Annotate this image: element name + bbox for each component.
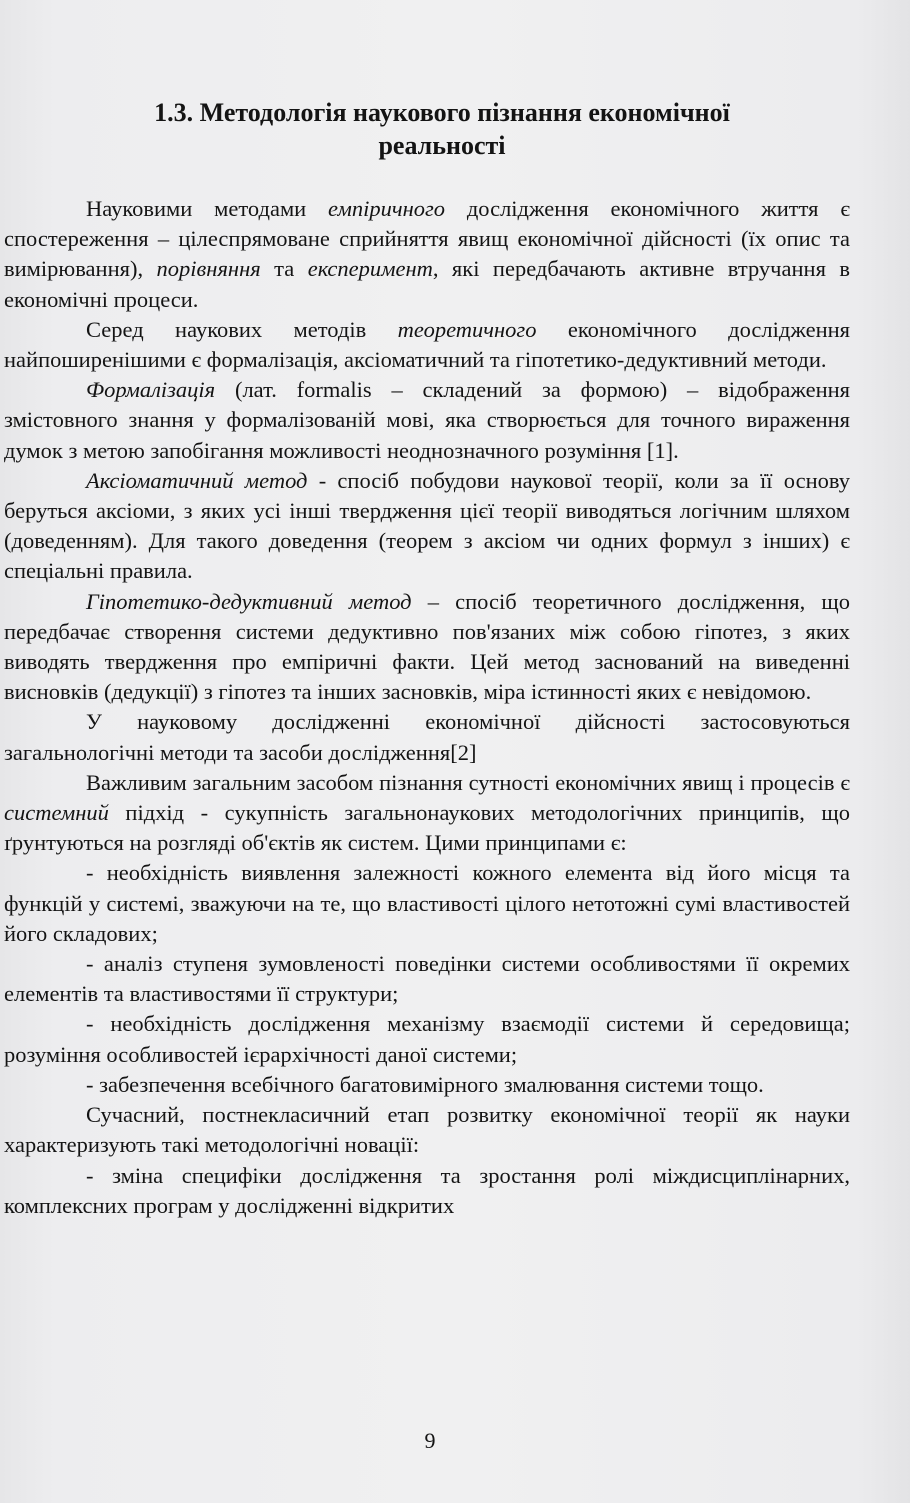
paragraph: [4, 466, 850, 587]
text-run: - аналіз ступеня зумовленості поведінки системи особливостями її окремих елементів та властивостями її структури;: [4, 951, 850, 1007]
paragraph: [4, 194, 850, 315]
page-number: 9: [424, 1428, 436, 1453]
italic-term: емпіричного: [328, 196, 446, 221]
italic-term: Аксіоматичний метод: [86, 467, 308, 493]
text-run: У науковому дослідженні економічної дійсності застосовуються загальнологічні методи та засоби дослідження[2]: [4, 709, 850, 765]
paragraph: [4, 1009, 850, 1069]
paragraph: [4, 1161, 850, 1221]
paragraph: [4, 587, 850, 708]
text-run: та: [260, 256, 308, 282]
text-run: - необхідність дослідження механізму взаємодії системи й середовища; розуміння особливостей ієрархічності даної системи;: [4, 1011, 850, 1067]
text-run: - забезпечення всебічного багатовимірного змалювання системи тощо.: [86, 1071, 764, 1097]
text-run: , які передбачають активне втручання в економічні процеси.: [4, 256, 850, 312]
paragraph: [4, 375, 850, 466]
text-run: дослідження економічного життя є спостереження – цілеспрямоване сприйняття явищ економічної дійсності (їх опис та вимірювання),: [4, 196, 850, 282]
section-heading: [4, 96, 850, 162]
section-heading-line-1: 1.3. Методологія наукового пізнання економічної: [154, 98, 730, 127]
italic-term: Формалізація: [86, 377, 216, 403]
text-run: Важливим загальним засобом пізнання сутності економічних явищ і процесів є: [86, 769, 850, 795]
italic-term: Гіпотетико-дедуктивний метод: [86, 588, 412, 614]
italic-term: експеримент: [307, 256, 433, 282]
italic-term: системний: [4, 800, 109, 826]
text-run: - зміна специфіки дослідження та зростання ролі міждисциплінарних, комплексних програм у дослідженні відкритих: [4, 1162, 850, 1218]
paragraph: [4, 1100, 850, 1160]
paragraph: [4, 949, 850, 1009]
text-run: економічного дослідження найпоширенішими є формалізація, аксіоматичний та гіпотетико-дедуктивний методи.: [4, 316, 850, 373]
paragraph: [4, 768, 850, 859]
text-run: Сучасний, постнекласичний етап розвитку економічної теорії як науки характеризують такі методологічні новації:: [4, 1102, 850, 1158]
section-heading-line-2: реальності: [378, 131, 506, 160]
text-run: - спосіб побудови наукової теорії, коли за її основу беруться аксіоми, з яких усі інші твердження цієї теорії виводяться логічним шляхом (доведенням). Для такого доведення (теорем з аксіом чи одних формул з інших) є спеціальні правила.: [4, 467, 850, 584]
text-run: (лат. formalis – складений за формою) – відображення змістовного знання у формалізованій мові, яка створюється для точного вираження думок з метою запобігання можливості неоднозначного розуміння [1].: [4, 377, 850, 463]
body-text: [4, 194, 850, 1221]
paragraph: [4, 707, 850, 767]
paragraph: [4, 315, 850, 375]
text-run: – спосіб теоретичного дослідження, що передбачає створення системи дедуктивно пов'язаних між собою гіпотез, з яких виводять твердження про емпіричні факти. Цей метод заснований на виведенні висновків (дедукції) з гіпотез та інших засновків, міра істинності яких є невідомою.: [4, 588, 850, 705]
italic-term: теоретичного: [397, 316, 537, 342]
text-run: підхід - сукупність загальнонаукових методологічних принципів, що ґрунтуються на розгляді об'єктів як систем. Цими принципами є:: [4, 800, 850, 856]
text-run: Науковими методами: [86, 196, 329, 221]
text-run: Серед наукових методів: [86, 316, 398, 342]
paragraph: [4, 1070, 850, 1100]
italic-term: порівняння: [156, 256, 261, 282]
paragraph: [4, 858, 850, 949]
text-run: - необхідність виявлення залежності кожного елемента від його місця та функцій у системі, зважуючи на те, що властивості цілого нетотожні сумі властивостей його складових;: [4, 860, 850, 946]
